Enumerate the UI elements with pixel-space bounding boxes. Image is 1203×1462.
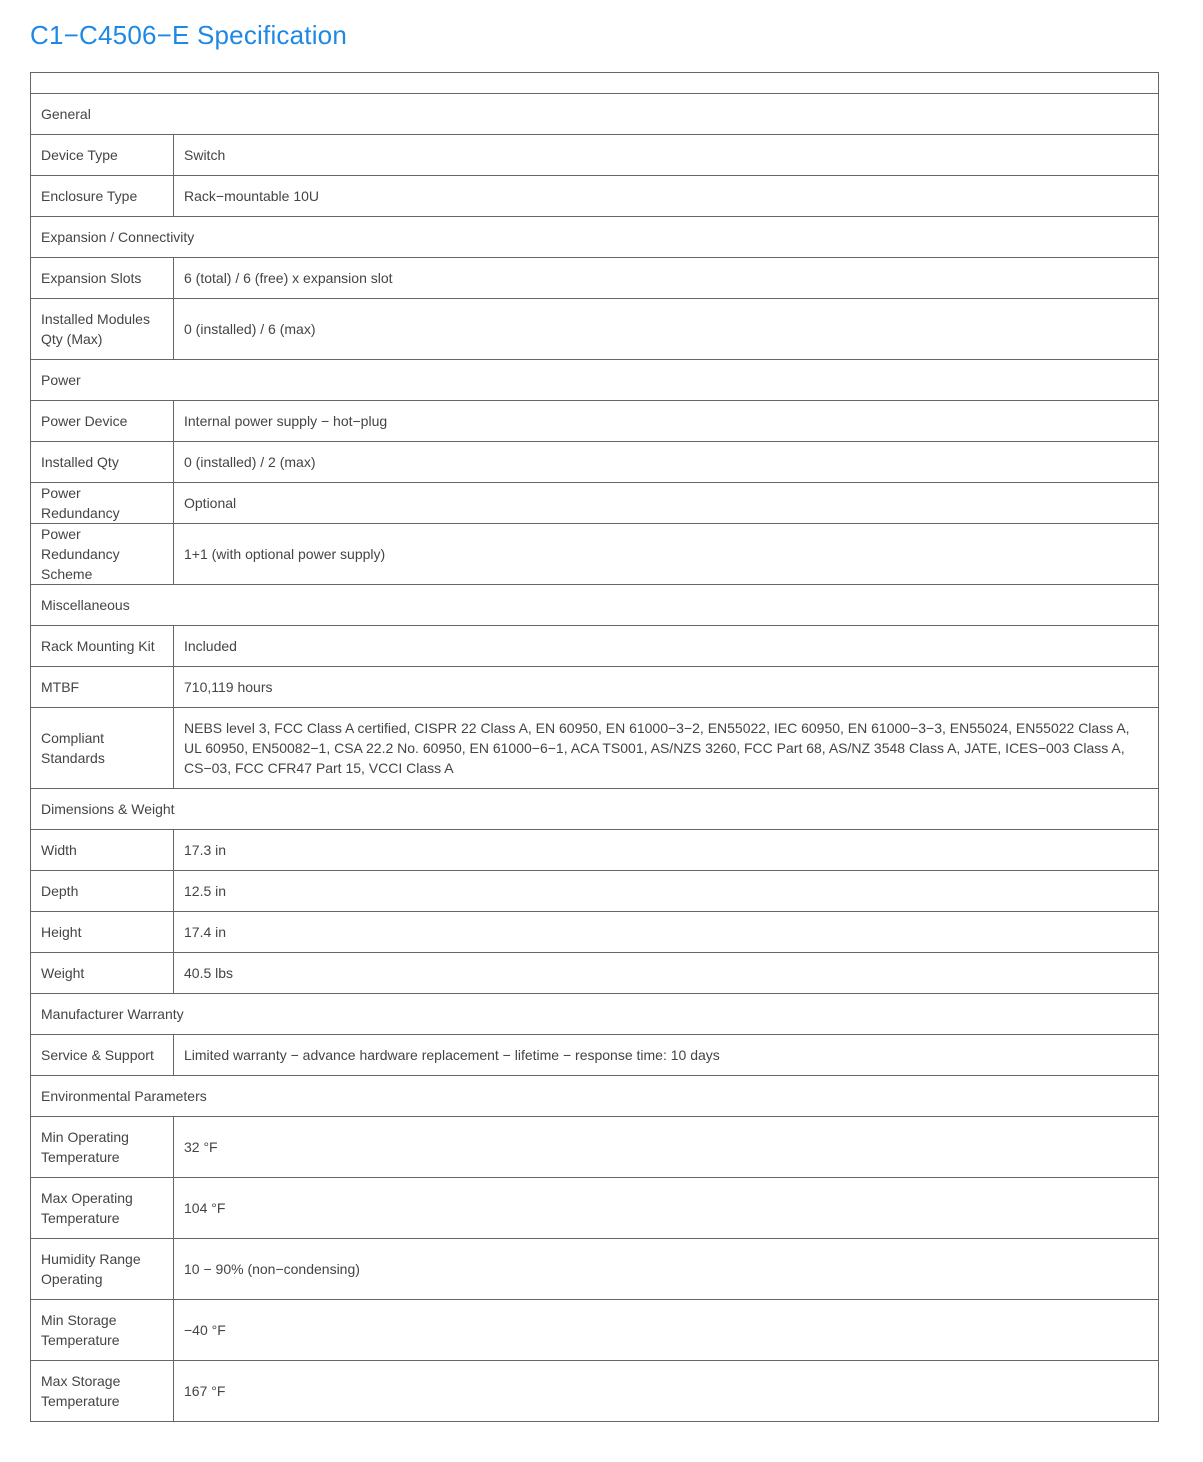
spec-label: Humidity Range Operating xyxy=(31,1239,174,1300)
section-heading: Environmental Parameters xyxy=(31,1076,1159,1117)
spec-row-height xyxy=(31,912,1159,953)
section-header-general xyxy=(31,94,1159,135)
spec-label: Min Storage Temperature xyxy=(31,1300,174,1361)
spec-value: Optional xyxy=(174,483,1159,524)
spec-value: Switch xyxy=(174,135,1159,176)
spec-row-power-device xyxy=(31,401,1159,442)
spec-row-enclosure-type xyxy=(31,176,1159,217)
spec-value: NEBS level 3, FCC Class A certified, CISPR 22 Class A, EN 60950, EN 61000−3−2, EN55022, IEC 60950, EN 61000−3−3, EN55024, EN55022 Class A, UL 60950, EN50082−1, CSA 22.2 No. 60950, EN 61000−6−1, ACA TS001, AS/NZS 3260, FCC Part 68, AS/NZ 3548 Class A, JATE, ICES−003 Class A, CS−03, FCC CFR47 Part 15, VCCI Class A xyxy=(174,708,1159,789)
spec-row-power-redundancy-scheme xyxy=(31,524,1159,585)
spec-value: 167 °F xyxy=(174,1361,1159,1422)
spec-value: 1+1 (with optional power supply) xyxy=(174,524,1159,585)
spec-row-weight xyxy=(31,953,1159,994)
spec-row-power-redundancy xyxy=(31,483,1159,524)
spec-value: 32 °F xyxy=(174,1117,1159,1178)
spec-row-humidity-range xyxy=(31,1239,1159,1300)
spec-label: Installed Modules Qty (Max) xyxy=(31,299,174,360)
section-header-environmental xyxy=(31,1076,1159,1117)
spec-table xyxy=(30,72,1159,1422)
spec-value: −40 °F xyxy=(174,1300,1159,1361)
spec-row-mtbf xyxy=(31,667,1159,708)
spec-label: Width xyxy=(31,830,174,871)
section-header-expansion xyxy=(31,217,1159,258)
section-header-dimensions xyxy=(31,789,1159,830)
spec-row-depth xyxy=(31,871,1159,912)
section-header-power xyxy=(31,360,1159,401)
spec-row-min-operating-temp xyxy=(31,1117,1159,1178)
spec-label: Weight xyxy=(31,953,174,994)
section-heading: General xyxy=(31,94,1159,135)
spec-label: Device Type xyxy=(31,135,174,176)
spec-label: Max Operating Temperature xyxy=(31,1178,174,1239)
spec-label: Height xyxy=(31,912,174,953)
spec-value: Rack−mountable 10U xyxy=(174,176,1159,217)
spec-label: Power Device xyxy=(31,401,174,442)
table-header-row xyxy=(31,73,1159,94)
spec-value: 10 − 90% (non−condensing) xyxy=(174,1239,1159,1300)
spec-value: Internal power supply − hot−plug xyxy=(174,401,1159,442)
section-heading: Miscellaneous xyxy=(31,585,1159,626)
spec-row-service-support xyxy=(31,1035,1159,1076)
spec-row-rack-mounting-kit xyxy=(31,626,1159,667)
spec-value: 0 (installed) / 6 (max) xyxy=(174,299,1159,360)
spec-row-width xyxy=(31,830,1159,871)
spec-value: Included xyxy=(174,626,1159,667)
spec-label: Expansion Slots xyxy=(31,258,174,299)
spec-row-compliant-standards xyxy=(31,708,1159,789)
spec-value: 710,119 hours xyxy=(174,667,1159,708)
section-heading: Manufacturer Warranty xyxy=(31,994,1159,1035)
spec-value: 40.5 lbs xyxy=(174,953,1159,994)
spec-value: Limited warranty − advance hardware replacement − lifetime − response time: 10 days xyxy=(174,1035,1159,1076)
spec-row-expansion-slots xyxy=(31,258,1159,299)
section-heading: Dimensions & Weight xyxy=(31,789,1159,830)
spec-label: MTBF xyxy=(31,667,174,708)
spec-value: 6 (total) / 6 (free) x expansion slot xyxy=(174,258,1159,299)
spec-label: Installed Qty xyxy=(31,442,174,483)
spec-value: 17.4 in xyxy=(174,912,1159,953)
spec-value: 0 (installed) / 2 (max) xyxy=(174,442,1159,483)
section-heading: Power xyxy=(31,360,1159,401)
spec-value: 104 °F xyxy=(174,1178,1159,1239)
spec-row-device-type xyxy=(31,135,1159,176)
section-header-warranty xyxy=(31,994,1159,1035)
spec-value: 12.5 in xyxy=(174,871,1159,912)
spec-label: Depth xyxy=(31,871,174,912)
spec-label: Max Storage Temperature xyxy=(31,1361,174,1422)
spec-label: Compliant Standards xyxy=(31,708,174,789)
page-title: C1−C4506−E Specification xyxy=(30,20,348,50)
spec-label: Rack Mounting Kit xyxy=(31,626,174,667)
spec-row-max-storage-temp xyxy=(31,1361,1159,1422)
spec-row-installed-qty xyxy=(31,442,1159,483)
section-header-miscellaneous xyxy=(31,585,1159,626)
spec-row-installed-modules xyxy=(31,299,1159,360)
spec-row-min-storage-temp xyxy=(31,1300,1159,1361)
spec-label: Min Operating Temperature xyxy=(31,1117,174,1178)
spec-label: Enclosure Type xyxy=(31,176,174,217)
spec-label: Power Redundancy xyxy=(31,483,174,524)
spec-label: Service & Support xyxy=(31,1035,174,1076)
spec-label: Power Redundancy Scheme xyxy=(31,524,174,585)
section-heading: Expansion / Connectivity xyxy=(31,217,1159,258)
spec-row-max-operating-temp xyxy=(31,1178,1159,1239)
spec-value: 17.3 in xyxy=(174,830,1159,871)
